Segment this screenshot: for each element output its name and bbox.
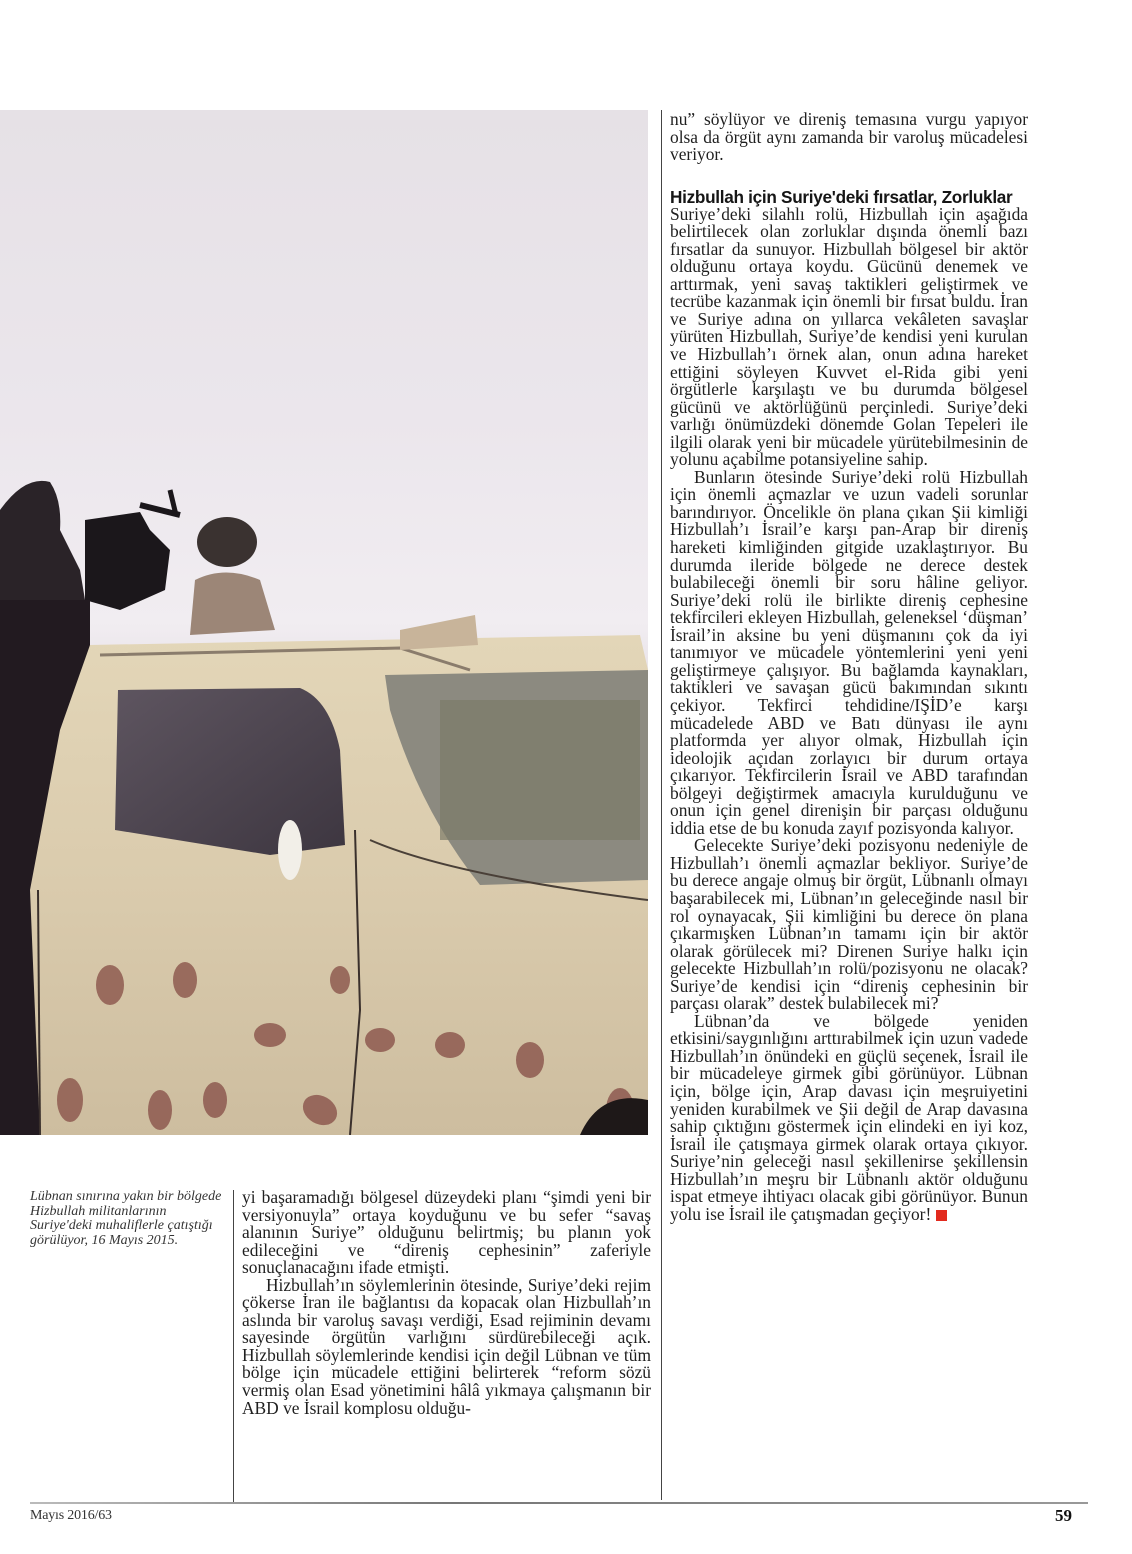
paragraph: yi başaramadığı bölgesel düzeydeki planı “şimdi yeni bir versiyonuyla” ortaya koyduğunu ve bu sefer “savaş alanının Suriye” olduğunu belirtmiş; bu planın yok edileceğini ve “direniş cephesinin” zaferiyle sonuçlanacağını ifade etmişti. xyxy=(242,1187,651,1278)
soldier-right-helmet xyxy=(197,517,257,567)
truck-side-window xyxy=(115,688,345,855)
footer-rule xyxy=(30,1502,1088,1504)
paragraph: Gelecekte Suriye’deki pozisyonu nedeniyle de Hizbullah’ı önemli açmazlar bekliyor. Suriye’de bu derece angaje olmuş bir örgüt, Lübnanlı olmayı başarabilecek mi, Lübnan’ın geleceğinde nasıl bir rol oynayacak, Şii kimliğini bu derece ön plana çıkarmışken Lübnan’ın tamamı için bir aktör olarak görülecek mi? Direnen Suriye halkı için gelecekte Hizbullah’ın rolü/pozisyonu ne olacak? Suriye’de kendisi için “direniş cephesinin bir parçası olarak” destek bulabilecek mi? xyxy=(670,835,1028,1014)
paragraph: Suriye’deki silahlı rolü, Hizbullah için aşağıda belirtilecek olan zorluklar dışında önemli bazı fırsatlar da sunuyor. Hizbullah bölgesel bir aktör olduğunu ortaya koydu. Gücünü denemek ve arttırmak, yeni savaş taktikleri geliştirmek ve tecrübe kazanmak için önemli bir fırsat buldu. İran ve Suriye adına on yıllarca vekâleten savaşlar yürüten Hizbullah, Suriye’de kendisi yeni kurulan ve Hizbullah’ı örnek alan, onun adına hareket ettiğini söyleyen Kuvvet el-Rida gibi yeni örgütlerle karşılaştı ve bu durumda bölgesel gücünü ve aktörlüğünü perçinledi. Suriye’deki varlığı önümüzdeki dönemde Golan Tepeleri ile ilgili olarak yeni bir mücadele yürütebilmesinin de yolunu açabilme potansiyeline sahip. xyxy=(670,203,1028,470)
photo-caption: Lübnan sınırına yakın bir bölgede Hizbullah militanlarının Suriye'deki muhaliflerle çatıştığı görülüyor, 16 Mayıs 2015. xyxy=(30,1189,222,1248)
end-of-article-icon xyxy=(936,1210,947,1221)
mounted-gun xyxy=(85,512,170,610)
paragraph-intro: nu” söylüyor ve direniş temasına vurgu yapıyor olsa da örgüt aynı zamanda bir varoluş mücadelesi veriyor. xyxy=(670,109,1028,165)
caption-divider xyxy=(233,1190,234,1502)
paragraph-final-text: Lübnan’da ve bölgede yeniden etkisini/saygınlığını arttırabilmek için uzun vadede Hizbullah’ın önündeki en güçlü seçenek, İsrail ile bir mücadeleye girmek gibi görünüyor. Lübnan için, bölge için, Arap davası için meşruiyetini yeniden kurabilmek ve Şii değil de Arap davasına sahip çıktığını göstermek için elindeki en iyi koz, İsrail ile çatışmaya girmek olarak ortaya çıkıyor. Suriye’nin geleceği nasıl şekillenirse şekillensin Hizbullah’ın meşru bir Lübnanlı aktör olduğunu ispat etmeye ihtiyacı olacak gibi görünüyor. Bunun yolu ise İsrail ile çatışmadan geçiyor! xyxy=(670,1010,1028,1224)
soldier-right-body xyxy=(190,573,275,636)
paragraph: Bunların ötesinde Suriye’deki rolü Hizbullah için önemli açmazlar ve uzun vadeli sorunlar barındırıyor. Öncelikle ön plana çıkan Şii kimliği Hizbullah’ı İsrail’e karşı pan-Arap bir direniş hareketi kimliğinden gitgide uzaklaştırıyor. Bu durumda ileride bölgede ne derece destek bulabileceği önemli bir soru hâline geliyor. Suriye’deki rolü ile birlikte direniş cephesine tekfircileri ekleyen Hizbullah, geleneksel ‘düşman’ İsrail’in aksine bu yeni düşmanını çok da iyi tanımıyor ve mücadele yöntemlerini yeni yeni geliştirmeye çalışıyor. Bu bağlamda kaynakları, taktikleri ve savaşan gücü bakımından sıkıntı çekiyor. Tekfirci tehdidine/IŞİD’e karşı mücadelede ABD ve Batı dünyası ile aynı platformda yer alıyor olmak, Hizbullah için ideolojik açıdan zorlayıcı bir durum ortaya çıkarıyor. Tekfircilerin İsrail ve ABD tarafından bölgeyi değiştirmek amacıyla kurulduğunu ve onun için genel direnişin bir parçası olduğunu iddia etse de bu konuda zayıf pozisyonda kalıyor. xyxy=(670,466,1028,838)
truck-mirror xyxy=(278,820,302,880)
paragraph: Hizbullah’ın söylemlerinin ötesinde, Suriye’deki rejim çökerse İran ile bağlantısı da kopacak olan Hizbullah’ın aslında bir varoluş savaşı verdiği, Esad rejiminin devamı sayesinde örgütün varlığını sürdürebileceği açık. Hizbullah söylemlerinde kendisi için değil Lübnan ve tüm bölge için mücadele ettiğini belirterek “reform sözü vermiş olan Esad yönetimini hâlâ yıkmaya çalışmanın bir ABD ve İsrail komplosu olduğu- xyxy=(242,1274,651,1418)
issue-label: Mayıs 2016/63 xyxy=(30,1508,112,1523)
middle-column xyxy=(242,1189,651,1417)
article-photo xyxy=(0,110,648,1135)
paragraph-final xyxy=(670,1010,1028,1224)
page-number: 59 xyxy=(1055,1506,1072,1525)
column-divider xyxy=(661,110,662,1500)
section-heading: Hizbullah için Suriye'deki fırsatlar, Zorluklar xyxy=(670,186,1013,207)
right-column xyxy=(670,111,1028,1223)
photo-soldiers-on-truck xyxy=(0,110,648,1135)
